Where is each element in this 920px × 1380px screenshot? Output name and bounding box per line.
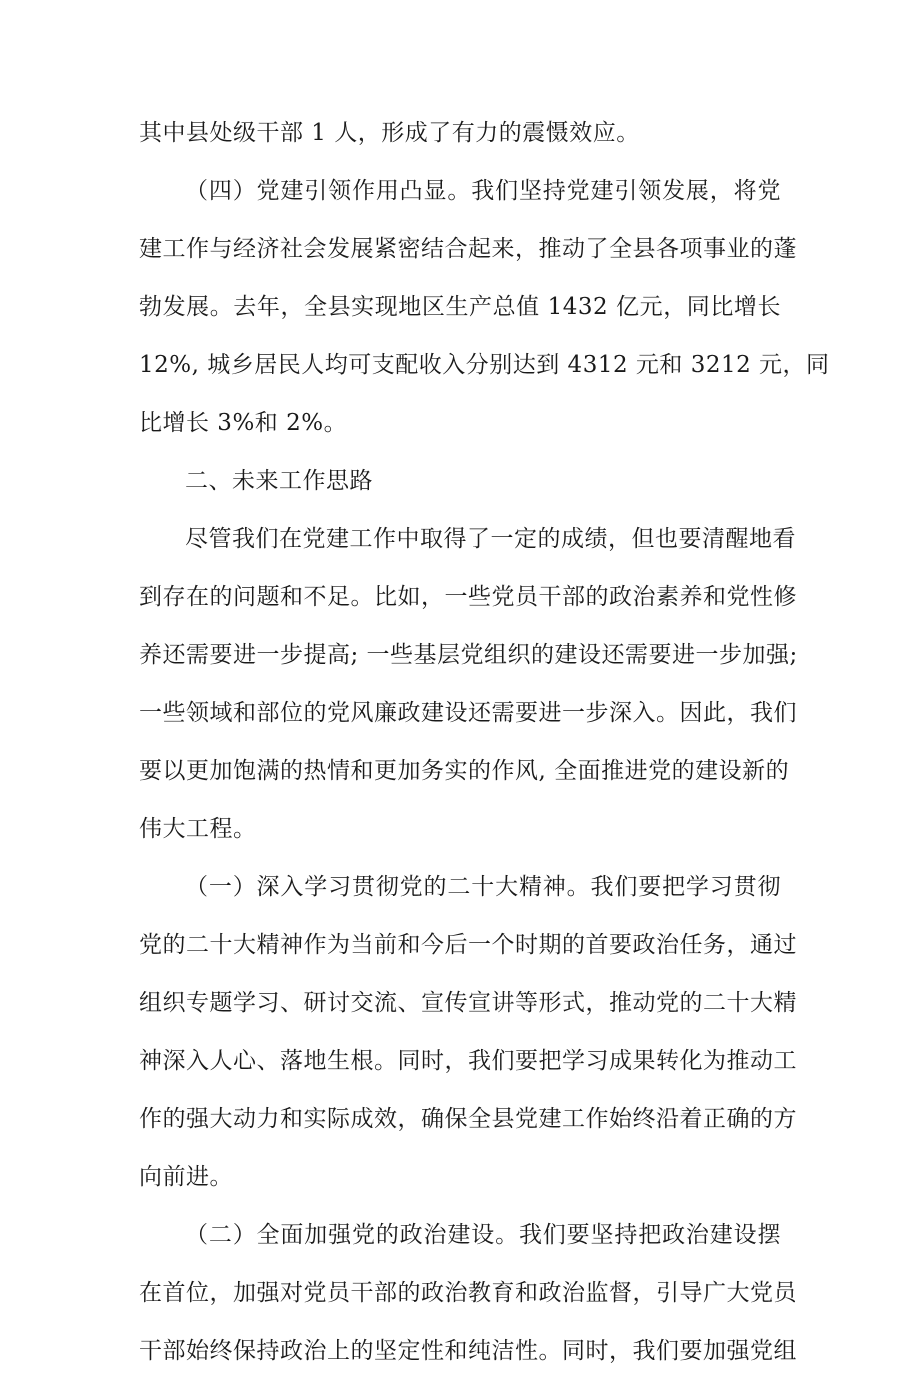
paragraph-four-heading-line: （四）党建引领作用凸显。我们坚持党建引领发展，将党 bbox=[185, 178, 781, 204]
text-line: 党的二十大精神作为当前和今后一个时期的首要政治任务，通过 bbox=[139, 932, 797, 958]
text-line: 到存在的问题和不足。比如，一些党员干部的政治素养和党性修 bbox=[139, 584, 797, 610]
text-line: 比增长 3%和 2%。 bbox=[139, 410, 348, 436]
text-line: 勃发展。去年，全县实现地区生产总值 1432 亿元，同比增长 bbox=[139, 294, 781, 320]
text-line: 其中县处级干部 1 人，形成了有力的震慑效应。 bbox=[139, 120, 640, 146]
section-heading: 二、未来工作思路 bbox=[185, 468, 373, 494]
subsection-two-line: （二）全面加强党的政治建设。我们要坚持把政治建设摆 bbox=[185, 1222, 781, 1248]
text-line: 组织专题学习、研讨交流、宣传宣讲等形式，推动党的二十大精 bbox=[139, 990, 797, 1016]
text-line: 神深入人心、落地生根。同时，我们要把学习成果转化为推动工 bbox=[139, 1048, 797, 1074]
text-line: 养还需要进一步提高; 一些基层党组织的建设还需要进一步加强; bbox=[139, 642, 798, 668]
text-line: 建工作与经济社会发展紧密结合起来，推动了全县各项事业的蓬 bbox=[139, 236, 797, 262]
text-line: 要以更加饱满的热情和更加务实的作风, 全面推进党的建设新的 bbox=[139, 758, 790, 784]
text-line: 伟大工程。 bbox=[139, 816, 257, 842]
text-line: 向前进。 bbox=[139, 1164, 233, 1190]
text-line: 在首位，加强对党员干部的政治教育和政治监督，引导广大党员 bbox=[139, 1280, 797, 1306]
subsection-one-line: （一）深入学习贯彻党的二十大精神。我们要把学习贯彻 bbox=[185, 874, 781, 900]
text-line: 尽管我们在党建工作中取得了一定的成绩，但也要清醒地看 bbox=[185, 526, 796, 552]
text-line: 一些领域和部位的党风廉政建设还需要进一步深入。因此，我们 bbox=[139, 700, 797, 726]
text-line: 干部始终保持政治上的坚定性和纯洁性。同时，我们要加强党组 bbox=[139, 1338, 797, 1364]
text-line: 12%, 城乡居民人均可支配收入分别达到 4312 元和 3212 元，同 bbox=[139, 352, 830, 378]
document-page bbox=[139, 104, 830, 1380]
text-line: 作的强大动力和实际成效，确保全县党建工作始终沿着正确的方 bbox=[139, 1106, 797, 1132]
